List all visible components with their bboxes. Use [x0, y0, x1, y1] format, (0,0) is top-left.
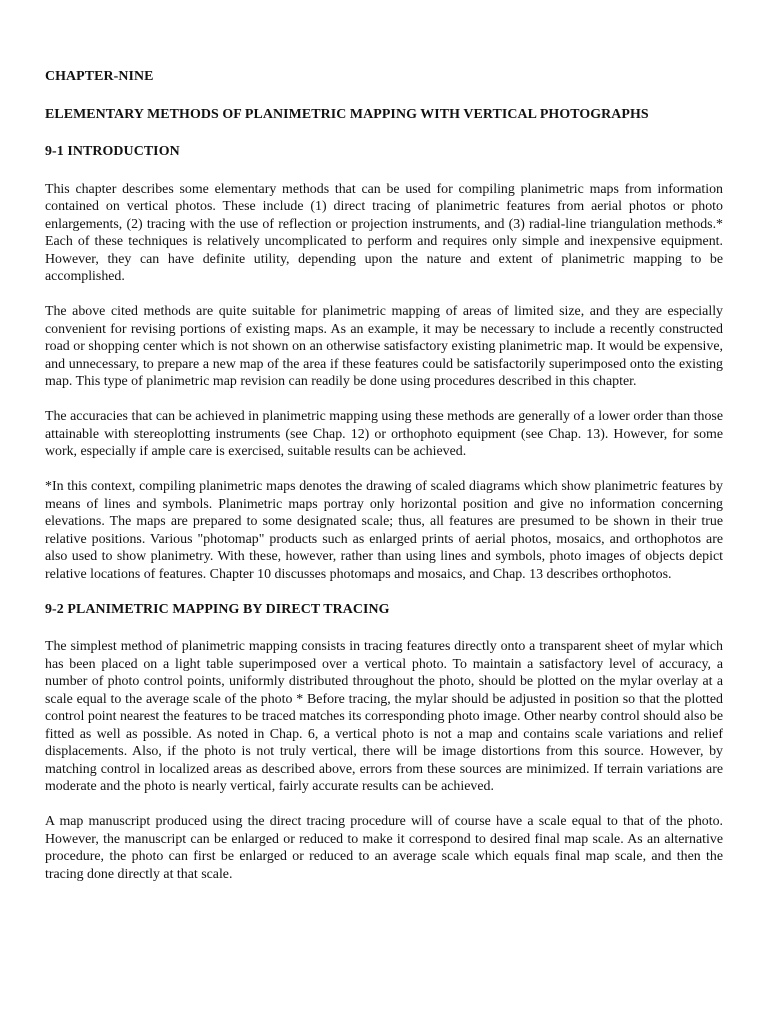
- chapter-subtitle: ELEMENTARY METHODS OF PLANIMETRIC MAPPING WITH VERTICAL PHOTOGRAPHS: [45, 106, 649, 122]
- paragraph: The above cited methods are quite suitable for planimetric mapping of areas of limited size, and they are especially convenient for revising portions of existing maps. As an example, it may be necessary to include a recently constructed road or shopping center which is not shown on an otherwise satisfactory existing planimetric map. It would be expensive, and unnecessary, to prepare a new map of the area if these features could be satisfactorily superimposed onto the existing map. This type of planimetric map revision can readily be done using procedures described in this chapter.: [45, 304, 723, 389]
- paragraph: The simplest method of planimetric mapping consists in tracing features directly onto a transparent sheet of mylar which has been placed on a light table superimposed over a vertical photo. To maintain a satisfactory level of accuracy, a number of photo control points, uniformly distributed throughout the photo, should be plotted on the mylar overlay at a scale equal to the average scale of the photo * Before tracing, the mylar should be adjusted in position so that the plotted control point nearest the features to be traced matches its corresponding photo image. Other nearby control should also be fitted as well as possible. As noted in Chap. 6, a vertical photo is not a map and contains scale variations and relief displacements. Also, if the photo is not truly vertical, there will be image distortions from this source. However, by matching control in localized areas as described above, errors from these sources are minimized. If terrain variations are moderate and the photo is nearly vertical, fairly accurate results can be achieved.: [45, 639, 723, 794]
- paragraph: A map manuscript produced using the direct tracing procedure will of course have a scale equal to that of the photo. However, the manuscript can be enlarged or reduced to make it correspond to desired final map scale. As an alternative procedure, the photo can first be enlarged or reduced to an average scale which equals final map scale, and then the tracing done directly at that scale.: [45, 814, 723, 882]
- section-heading-introduction: 9-1 INTRODUCTION: [45, 144, 180, 159]
- document-page: [45, 68, 723, 901]
- chapter-title: CHAPTER-NINE: [45, 69, 154, 84]
- section-heading-direct-tracing: 9-2 PLANIMETRIC MAPPING BY DIRECT TRACING: [45, 601, 390, 617]
- footnote-paragraph: *In this context, compiling planimetric maps denotes the drawing of scaled diagrams which show planimetric features by means of lines and symbols. Planimetric maps portray only horizontal position and give no information concerning elevations. The maps are prepared to some designated scale; thus, all features are presumed to be shown in their true relative positions. Various "photomap" products such as enlarged prints of aerial photos, mosaics, and orthophotos are also used to show planimetry. With these, however, rather than using lines and symbols, photo images of objects depict relative locations of features. Chapter 10 discusses photomaps and mosaics, and Chap. 13 describes orthophotos.: [45, 479, 723, 582]
- paragraph: The accuracies that can be achieved in planimetric mapping using these methods are generally of a lower order than those attainable with stereoplotting instruments (see Chap. 12) or orthophoto equipment (see Chap. 13). However, for some work, especially if ample care is exercised, suitable results can be achieved.: [45, 409, 723, 459]
- paragraph: This chapter describes some elementary methods that can be used for compiling planimetric maps from information contained on vertical photos. These include (1) direct tracing of planimetric features from aerial photos or photo enlargements, (2) tracing with the use of reflection or projection instruments, and (3) radial-line triangulation methods.* Each of these techniques is relatively uncomplicated to perform and requires only simple and inexpensive equipment. However, they can have definite utility, depending upon the nature and extent of planimetric mapping to be accomplished.: [45, 181, 723, 284]
